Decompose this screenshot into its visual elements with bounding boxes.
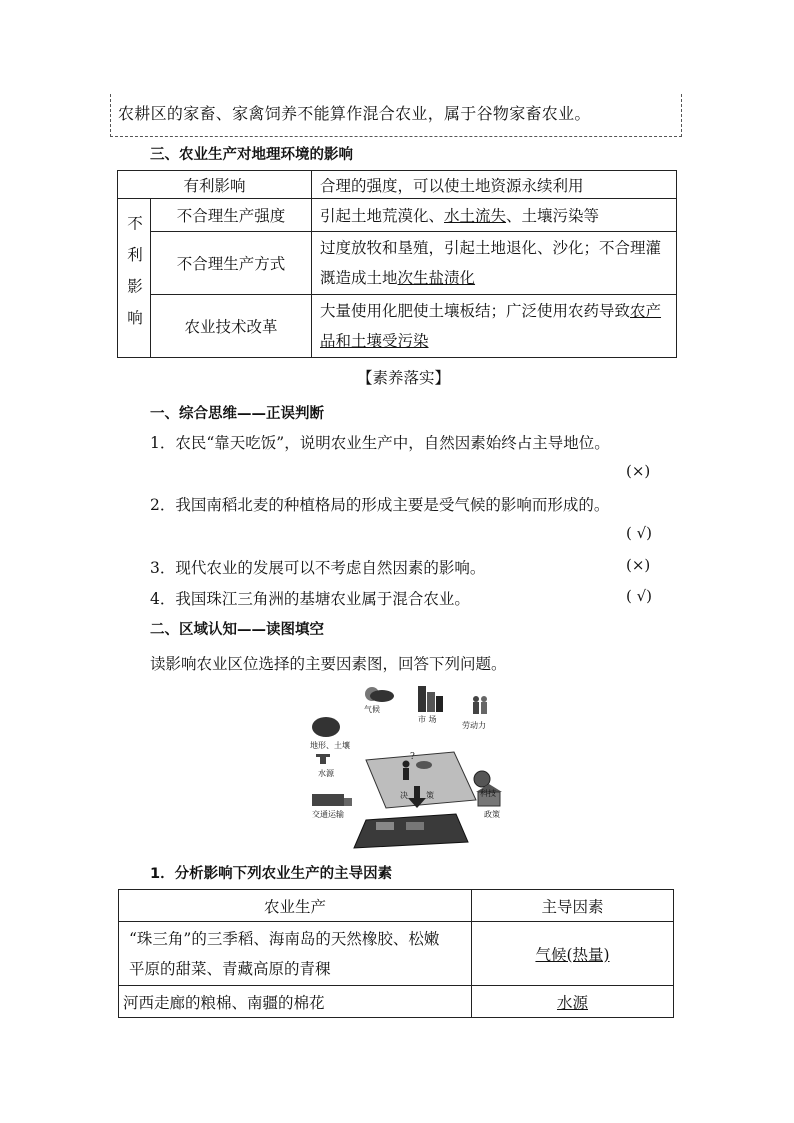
production-cell-1 <box>119 922 472 986</box>
car-icon <box>416 761 432 769</box>
worker-icon <box>473 696 479 702</box>
label-market: 市 场 <box>418 715 437 724</box>
row2-underline: 次生盐渍化 <box>397 269 476 287</box>
diagram-svg <box>306 682 530 852</box>
factor-cell-2 <box>472 986 674 1018</box>
row1-underline: 水土流失 <box>444 207 507 225</box>
label-water: 水源 <box>318 769 334 778</box>
row2-text <box>312 232 677 295</box>
globe-icon <box>474 771 490 787</box>
fav-text: 合理的强度，可以使土地资源永续利用 <box>312 171 677 199</box>
decision-arrow-shaft <box>414 786 420 800</box>
question-3: 3．现代农业的发展可以不考虑自然因素的影响。 <box>150 559 486 577</box>
label-policy: 政策 <box>484 810 500 819</box>
truck-icon <box>312 794 344 806</box>
label-transport: 交通运输 <box>312 810 344 819</box>
factor-cell-1 <box>472 922 674 986</box>
farmer-body <box>403 768 409 780</box>
label-labor: 劳动力 <box>462 721 486 730</box>
answer-mark-4: ( √) <box>626 587 653 605</box>
question-mark-icon: ? <box>410 752 415 762</box>
terrain-icon <box>312 717 340 737</box>
part1-heading: 一、综合思维——正误判断 <box>150 406 324 422</box>
unfav-label: 不利影响 <box>125 215 143 341</box>
fav-label: 有利影响 <box>118 171 312 199</box>
farm-plane <box>354 814 468 848</box>
row1-post: 、土壤污染等 <box>506 207 600 225</box>
answer-mark-2: ( √) <box>626 524 653 542</box>
question-4: 4．我国珠江三角洲的基塘农业属于混合农业。 <box>150 590 470 608</box>
row3-label: 农业技术改革 <box>151 295 312 358</box>
label-decision-right: 策 <box>426 791 434 800</box>
market-building-icon-2 <box>427 692 435 712</box>
row1-label: 不合理生产强度 <box>151 199 312 232</box>
factor-answer-1: 气候(热量) <box>535 945 610 964</box>
row3-underline2: 品和土壤受污染 <box>320 332 429 350</box>
label-tech: 科技 <box>480 789 496 798</box>
cloud-icon <box>370 690 394 702</box>
factor-table <box>118 889 674 1018</box>
question-2: 2．我国南稻北麦的种植格局的形成主要是受气候的影响而形成的。 <box>150 496 610 514</box>
truck-cab <box>344 798 352 806</box>
section3-heading: 三、农业生产对地理环境的影响 <box>150 147 353 163</box>
part2-intro: 读影响农业区位选择的主要因素图，回答下列问题。 <box>150 655 507 673</box>
label-decision-left: 决 <box>400 791 408 800</box>
production-1-line2: 平原的甜菜、青藏高原的青稞 <box>129 959 331 978</box>
q1-heading: 1．分析影响下列农业生产的主导因素 <box>150 866 393 882</box>
note-text: 农耕区的家畜、家禽饲养不能算作混合农业，属于谷物家畜农业。 <box>118 104 591 123</box>
unfav-label-cell <box>118 199 151 358</box>
market-building-icon-3 <box>436 696 443 712</box>
worker-body <box>473 702 479 714</box>
worker-icon-2 <box>481 696 487 702</box>
row1-text <box>312 199 677 232</box>
answer-mark-3: (×) <box>626 556 651 574</box>
farm-field-2 <box>406 822 424 830</box>
label-terrain: 地形、土壤 <box>310 741 350 750</box>
row2-line1: 过度放牧和垦殖，引起土地退化、沙化；不合理灌 <box>320 239 662 257</box>
col-header-factor: 主导因素 <box>472 890 674 922</box>
col-header-production: 农业生产 <box>119 890 472 922</box>
answer-mark-1: (×) <box>626 462 651 480</box>
location-factors-diagram <box>306 682 530 852</box>
part2-heading: 二、区域认知——读图填空 <box>150 622 324 638</box>
question-1: 1．农民“靠天吃饭”，说明农业生产中，自然因素始终占主导地位。 <box>150 434 610 452</box>
row2-label: 不合理生产方式 <box>151 232 312 295</box>
market-building-icon <box>418 686 426 712</box>
production-cell-2: 河西走廊的粮棉、南疆的棉花 <box>119 986 472 1018</box>
production-1-line1: “珠三角”的三季稻、海南岛的天然橡胶、松嫩 <box>129 929 440 948</box>
row2-line2: 溉造成土地 <box>320 269 398 287</box>
water-tap-top <box>316 754 330 757</box>
factor-answer-2: 水源 <box>556 993 588 1012</box>
row3-text <box>312 295 677 358</box>
label-climate: 气候 <box>364 705 380 714</box>
farm-field <box>376 822 394 830</box>
banner-title: 【素养落实】 <box>357 369 451 387</box>
row3-line1: 大量使用化肥使土壤板结；广泛使用农药导致 <box>320 302 631 320</box>
impact-table <box>117 170 677 358</box>
farmer-icon <box>403 761 410 768</box>
worker-body-2 <box>481 702 487 714</box>
row1-pre: 引起土地荒漠化、 <box>320 207 445 225</box>
row3-underline1: 农产 <box>630 302 662 320</box>
